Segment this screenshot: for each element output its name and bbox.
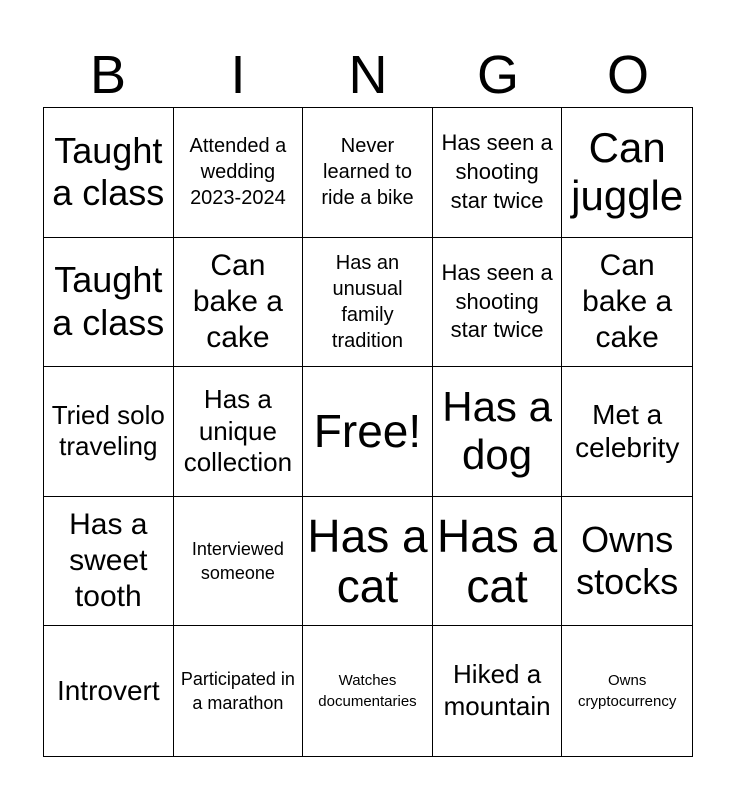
cell-text: Has a unique collection [183,383,293,478]
bingo-cell-r4c4[interactable] [433,497,563,627]
bingo-cell-r5c4[interactable] [433,626,563,756]
cell-text: Watches documentaries [318,672,417,711]
cell-text: Interviewed someone [191,538,284,584]
header-letter-i: I [230,45,246,105]
bingo-cell-r2c3[interactable] [303,238,433,368]
cell-text: Met a celebrity [575,398,680,464]
cell-text: Can juggle [571,124,684,220]
cell-text: Taught a class [52,259,165,343]
bingo-cell-r5c5[interactable] [562,626,692,756]
bingo-cell-r4c1[interactable] [44,497,174,627]
bingo-cell-r4c3[interactable] [303,497,433,627]
cell-text: Has seen a shooting star twice [441,130,553,213]
bingo-cell-r5c1[interactable] [44,626,174,756]
cell-text: Owns stocks [576,518,679,603]
cell-text: Participated in a marathon [180,668,295,714]
cell-text: Free! [313,405,422,458]
cell-text: Never learned to ride a bike [321,135,414,210]
bingo-cell-r4c2[interactable] [174,497,304,627]
bingo-cell-r1c3[interactable] [303,108,433,238]
free-space[interactable] [303,367,433,497]
bingo-cell-r2c2[interactable] [174,238,304,368]
cell-text: Has seen a shooting star twice [441,260,553,343]
header-letter-o: O [606,45,649,105]
cell-text: Has a dog [442,383,552,479]
bingo-cell-r1c2[interactable] [174,108,304,238]
bingo-cell-r5c2[interactable] [174,626,304,756]
cell-text: Taught a class [52,129,165,214]
bingo-cell-r1c1[interactable] [44,108,174,238]
cell-text: Tried solo traveling [51,399,165,462]
cell-text: Attended a wedding 2023-2024 [189,135,287,210]
bingo-cell-r3c4[interactable] [433,367,563,497]
cell-text: Owns cryptocurrency [578,672,677,711]
bingo-header [43,44,693,106]
bingo-grid [43,107,693,757]
bingo-cell-r2c1[interactable] [44,238,174,368]
cell-text: Hiked a mountain [443,659,551,722]
cell-text: Has a cat [437,509,558,613]
bingo-cell-r1c5[interactable] [562,108,692,238]
header-letter-n: N [348,45,388,105]
bingo-cell-r1c4[interactable] [433,108,563,238]
bingo-cell-r4c5[interactable] [562,497,692,627]
cell-text: Introvert [56,675,160,707]
cell-text: Has a sweet tooth [69,508,148,614]
bingo-cell-r2c5[interactable] [562,238,692,368]
cell-text: Can bake a cake [192,248,283,354]
bingo-cell-r3c2[interactable] [174,367,304,497]
cell-text: Has an unusual family tradition [331,251,404,352]
bingo-cell-r5c3[interactable] [303,626,433,756]
header-letter-g: G [476,45,519,105]
cell-text: Can bake a cake [582,248,673,354]
bingo-cell-r3c5[interactable] [562,367,692,497]
bingo-cell-r3c1[interactable] [44,367,174,497]
bingo-cell-r2c4[interactable] [433,238,563,368]
cell-text: Has a cat [307,509,428,613]
header-letter-b: B [89,45,127,105]
